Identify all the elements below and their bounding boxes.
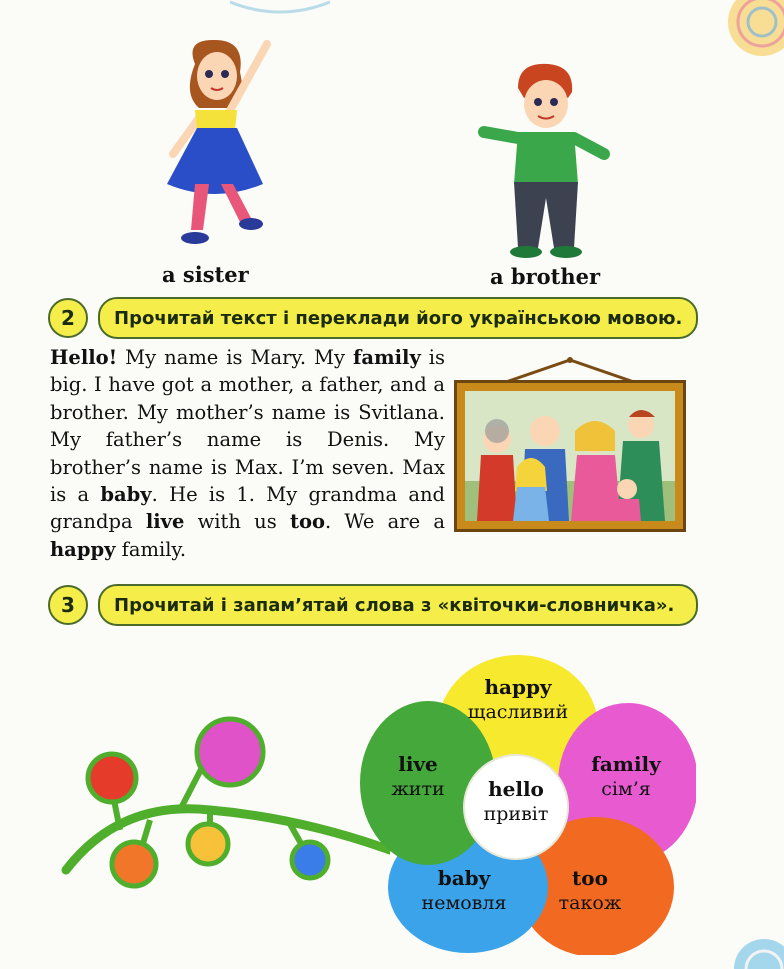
word-too: too також bbox=[558, 866, 622, 914]
story-text: Hello! My name is Mary. My family is big. I have got a mother, a father, and a brother. My mother’s name is Svitlana. My father’s name is Denis. My brother’s name is Max. I’m seven. Max is a baby. He is 1. My grandma and grandpa live with us too. We are a happy family. bbox=[50, 346, 446, 561]
swirl-decoration-icon bbox=[724, 930, 784, 969]
word-hello: hello привіт bbox=[483, 777, 549, 825]
task-number-badge: 2 bbox=[48, 298, 88, 338]
word-happy: happy щасливий bbox=[467, 675, 569, 723]
girl-illustration bbox=[155, 34, 277, 260]
word-family: family сім’я bbox=[591, 752, 661, 800]
word-baby: baby немовля bbox=[421, 866, 507, 914]
brother-caption: a brother bbox=[490, 264, 601, 289]
family-photo-frame bbox=[454, 380, 686, 532]
boy-illustration bbox=[478, 58, 618, 262]
show-through-text bbox=[48, 48, 60, 88]
family-portrait-image bbox=[465, 391, 675, 521]
sister-caption: a sister bbox=[162, 262, 249, 287]
task-instruction: Прочитай текст і переклади його українською мовою. bbox=[98, 297, 698, 339]
swirl-decoration-icon bbox=[230, 0, 330, 16]
branch-illustration bbox=[60, 700, 390, 900]
swirl-decoration-icon bbox=[706, 0, 784, 62]
word-live: live жити bbox=[391, 752, 445, 800]
task-instruction: Прочитай і запам’ятай слова з «квіточки-словничка». bbox=[98, 584, 698, 626]
task-number-badge: 3 bbox=[48, 585, 88, 625]
